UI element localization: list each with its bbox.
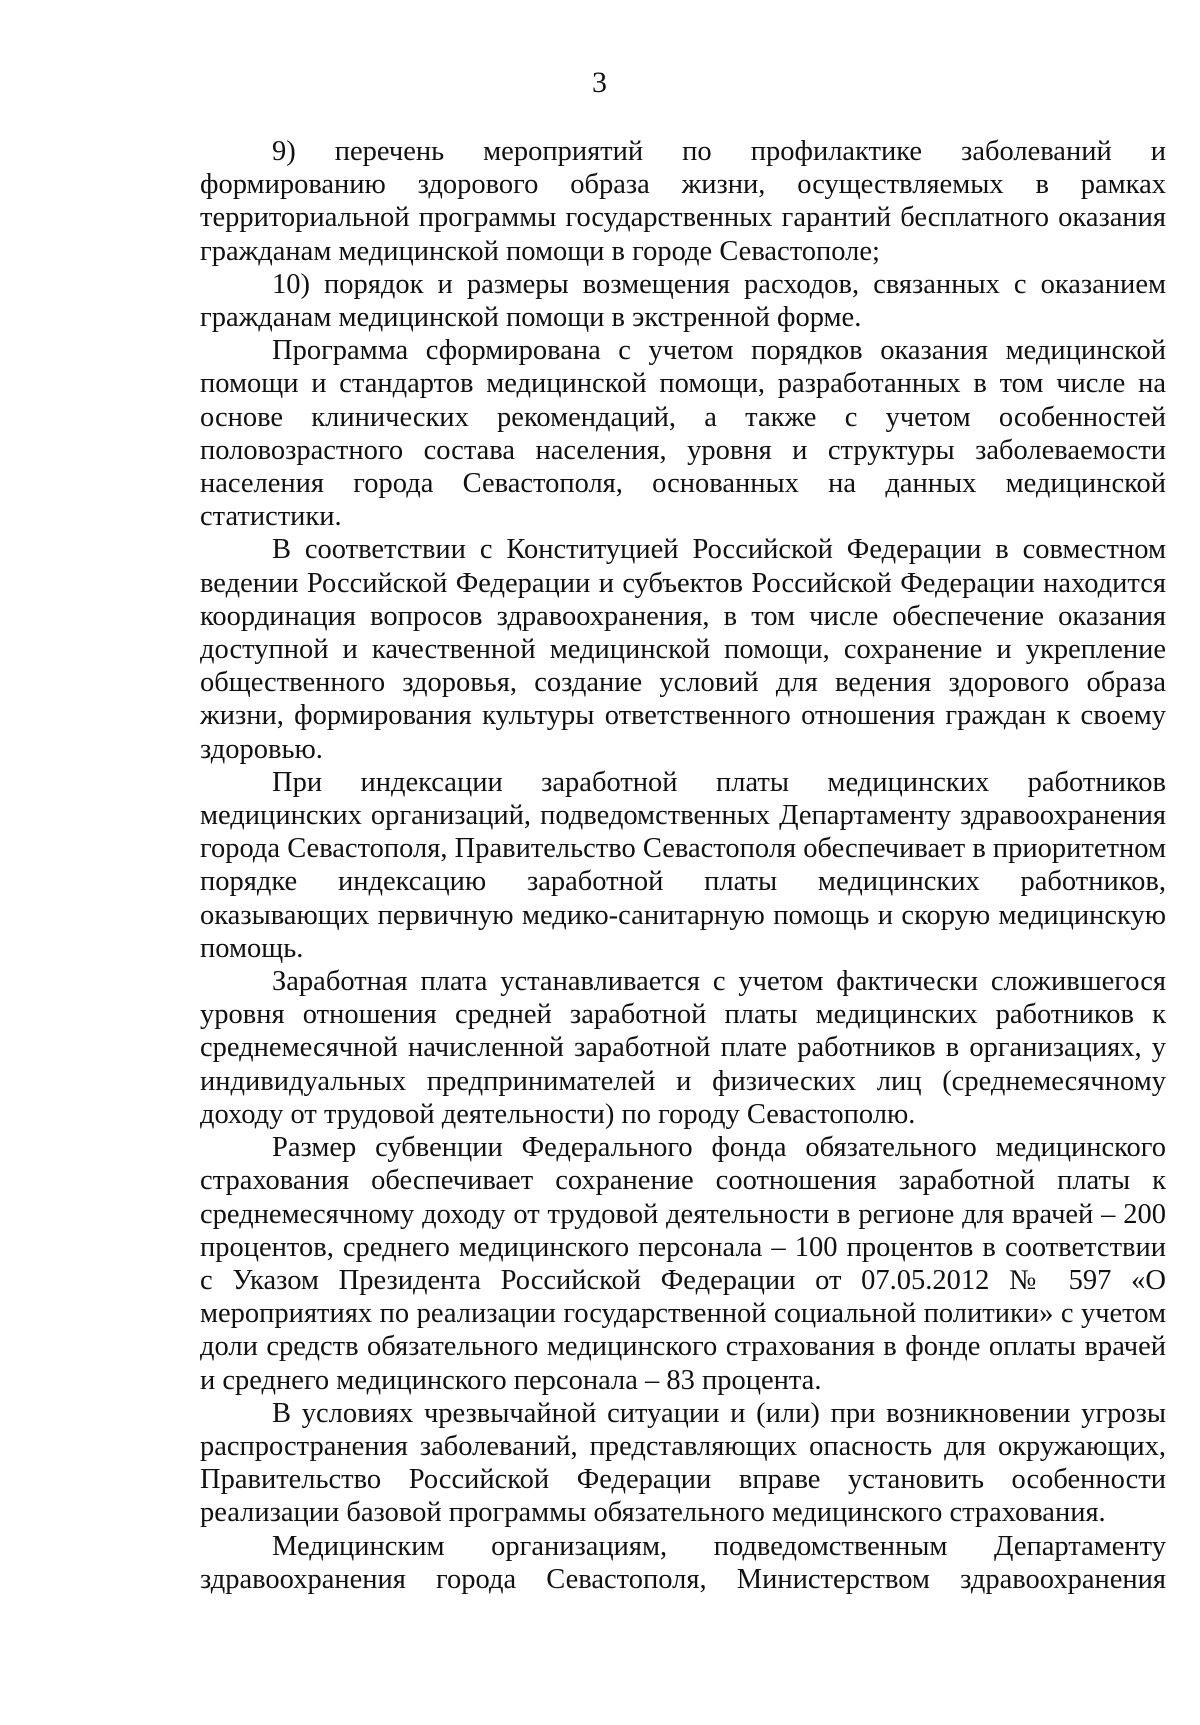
paragraph-constitution: В соответствии с Конституцией Российской Федерации в совместном ведении Российской Федерации и субъектов Российской Федерации находится координация вопросов здравоохранения, в том числе обеспечение оказания доступной и качественной медицинской помощи, сохранение и укрепление общественного здоровья, создание условий для ведения здорового образа жизни, формирования культуры ответственного отношения граждан к своему здоровью. — [200, 534, 1166, 765]
document-body — [200, 135, 1166, 1596]
paragraph-medical-organizations: Медицинским организациям, подведомственным Департаменту здравоохранения города Севастополя, Министерством здравоохранения — [200, 1530, 1166, 1595]
page-number: 3 — [592, 66, 607, 99]
paragraph-salary-indexation: При индексации заработной платы медицинских работников медицинских организаций, подведомственных Департаменту здравоохранения города Севастополя, Правительство Севастополя обеспечивает в приоритетном порядке индексацию заработной платы медицинских работников, оказывающих первичную медико-санитарную помощь и скорую медицинскую помощь. — [200, 766, 1166, 964]
paragraph-program-formation: Программа сформирована с учетом порядков оказания медицинской помощи и стандартов медицинской помощи, разработанных в том числе на основе клинических рекомендаций, а также с учетом особенностей половозрастного состава населения, уровня и структуры заболеваемости населения города Севастополя, основанных на данных медицинской статистики. — [200, 335, 1166, 533]
paragraph-item-10: 10) порядок и размеры возмещения расходов, связанных с оказанием гражданам медицинской помощи в экстренной форме. — [200, 268, 1166, 334]
paragraph-item-9: 9) перечень мероприятий по профилактике заболеваний и формированию здорового образа жизни, осуществляемых в рамках территориальной программы государственных гарантий бесплатного оказания гражданам медицинской помощи в городе Севастополе; — [200, 136, 1166, 267]
paragraph-salary-level: Заработная плата устанавливается с учетом фактически сложившегося уровня отношения средней заработной платы медицинских работников к среднемесячной начисленной заработной плате работников в организациях, у индивидуальных предпринимателей и физических лиц (среднемесячному доходу от трудовой деятельности) по городу Севастополю. — [200, 966, 1166, 1130]
paragraph-emergency: В условиях чрезвычайной ситуации и (или) при возникновении угрозы распространения заболеваний, представляющих опасность для окружающих, Правительство Российской Федерации вправе установить особенности реализации базовой программы обязательного медицинского страхования. — [200, 1397, 1166, 1529]
paragraph-subvention: Размер субвенции Федерального фонда обязательного медицинского страхования обеспечивает сохранение соотношения заработной платы к среднемесячному доходу от трудовой деятельности в регионе для врачей – 200 процентов, среднего медицинского персонала – 100 процентов в соответствии с Указом Президента Российской Федерации от 07.05.2012 № 597 «О мероприятиях по реализации государственной социальной политики» с учетом доли средств обязательного медицинского страхования в фонде оплаты врачей и среднего медицинского персонала – 83 процента. — [200, 1132, 1166, 1396]
